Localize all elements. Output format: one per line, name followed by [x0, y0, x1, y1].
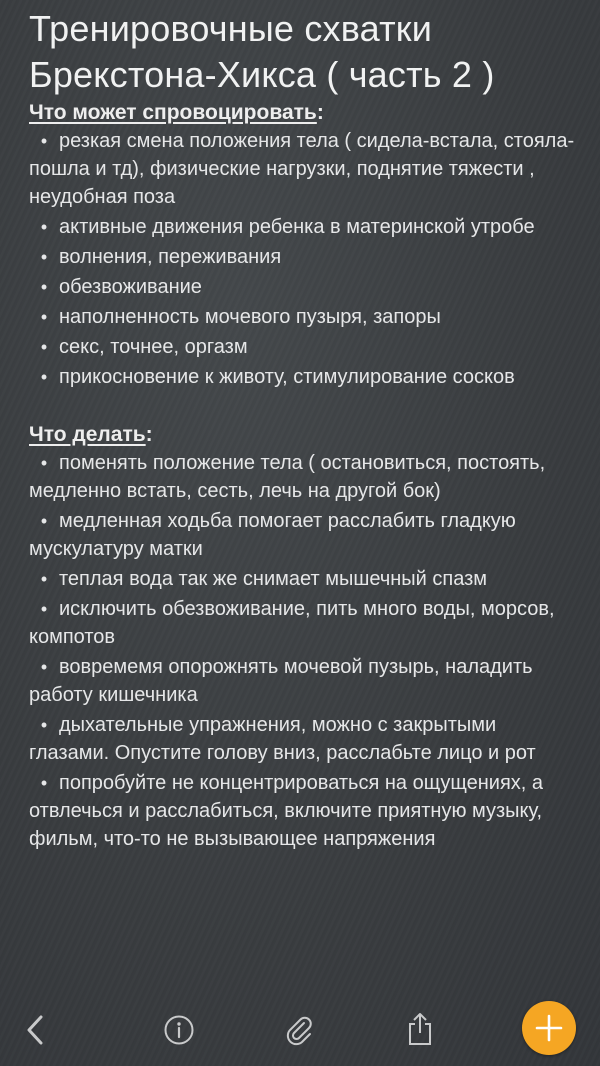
share-icon: [405, 1011, 435, 1047]
list-item: [29, 333, 579, 361]
bullet-dot: •: [40, 715, 48, 735]
list-item: [29, 273, 579, 301]
list-item: [29, 449, 579, 505]
list-item: [29, 303, 579, 331]
paperclip-icon: [284, 1014, 314, 1046]
info-icon: [163, 1014, 195, 1046]
list-item-text: попробуйте не концентрироваться на ощущениях, а отвлечься и расслабиться, включите приятную музыку, фильм, что-то не вызывающее напряжения: [29, 772, 544, 850]
section-heading-triggers-text: Что может спровоцировать: [29, 101, 317, 124]
list-item: [29, 243, 579, 271]
list-item: [29, 127, 579, 211]
attach-button[interactable]: [282, 1012, 316, 1048]
list-item-text: обезвоживание: [59, 276, 202, 298]
bullet-dot: •: [40, 367, 48, 387]
bullet-dot: •: [40, 307, 48, 327]
bullet-dot: •: [40, 569, 48, 589]
list-item-text: прикосновение к животу, стимулирование сосков: [59, 366, 515, 388]
bullet-dot: •: [40, 773, 48, 793]
bullet-dot: •: [40, 453, 48, 473]
list-item: [29, 653, 579, 709]
bullet-dot: •: [40, 337, 48, 357]
plus-icon: [534, 1013, 564, 1043]
list-item-text: теплая вода так же снимает мышечный спазм: [59, 568, 488, 590]
list-item-text: активные движения ребенка в материнской утробе: [59, 216, 535, 238]
bullet-dot: •: [40, 277, 48, 297]
bullet-dot: •: [40, 599, 48, 619]
list-item: [29, 595, 579, 651]
list-item-text: секс, точнее, оргазм: [59, 336, 248, 358]
bullet-dot: •: [40, 247, 48, 267]
list-item: [29, 711, 579, 767]
section-heading-triggers: [29, 98, 579, 127]
list-item-text: медленная ходьба помогает расслабить гладкую мускулатуру матки: [29, 510, 516, 560]
bullet-dot: •: [40, 131, 48, 151]
list-item: [29, 565, 579, 593]
bullet-dot: •: [40, 217, 48, 237]
list-item: [29, 363, 579, 391]
add-note-button[interactable]: [522, 1001, 576, 1055]
section-heading-actions: [29, 420, 579, 449]
list-item-text: волнения, переживания: [59, 246, 282, 268]
list-item-text: вовремемя опорожнять мочевой пузырь, наладить работу кишечника: [29, 656, 533, 706]
list-item: [29, 769, 579, 853]
bullet-dot: •: [40, 657, 48, 677]
bullet-dot: •: [40, 511, 48, 531]
list-item-text: поменять положение тела ( остановиться, постоять, медленно встать, сесть, лечь на другой бок): [29, 452, 546, 502]
list-item: [29, 507, 579, 563]
list-item-text: резкая смена положения тела ( сидела-встала, стояла-пошла и тд), физические нагрузки, поднятие тяжести , неудобная поза: [29, 130, 575, 208]
bottom-toolbar: [0, 996, 600, 1066]
list-item: [29, 213, 579, 241]
info-button[interactable]: [162, 1013, 196, 1047]
note-content[interactable]: [29, 0, 579, 996]
section-heading-colon: :: [316, 101, 324, 124]
list-item-text: дыхательные упражнения, можно с закрытыми глазами. Опустите голову вниз, расслабьте лицо и рот: [29, 714, 536, 764]
section-heading-actions-text: Что делать: [29, 423, 146, 446]
section-heading-colon: :: [145, 423, 153, 446]
back-button[interactable]: [18, 1012, 52, 1048]
list-item-text: исключить обезвоживание, пить много воды, морсов, компотов: [29, 598, 555, 648]
actions-list: [29, 449, 579, 853]
list-item-text: наполненность мочевого пузыря, запоры: [59, 306, 441, 328]
note-title-line-2: Брекстона-Хикса ( часть 2 ): [29, 54, 495, 95]
share-button[interactable]: [402, 1010, 438, 1048]
note-title-line-1: Тренировочные схватки: [29, 8, 433, 49]
chevron-left-icon: [24, 1014, 46, 1046]
note-title: [29, 6, 579, 98]
triggers-list: [29, 127, 579, 391]
